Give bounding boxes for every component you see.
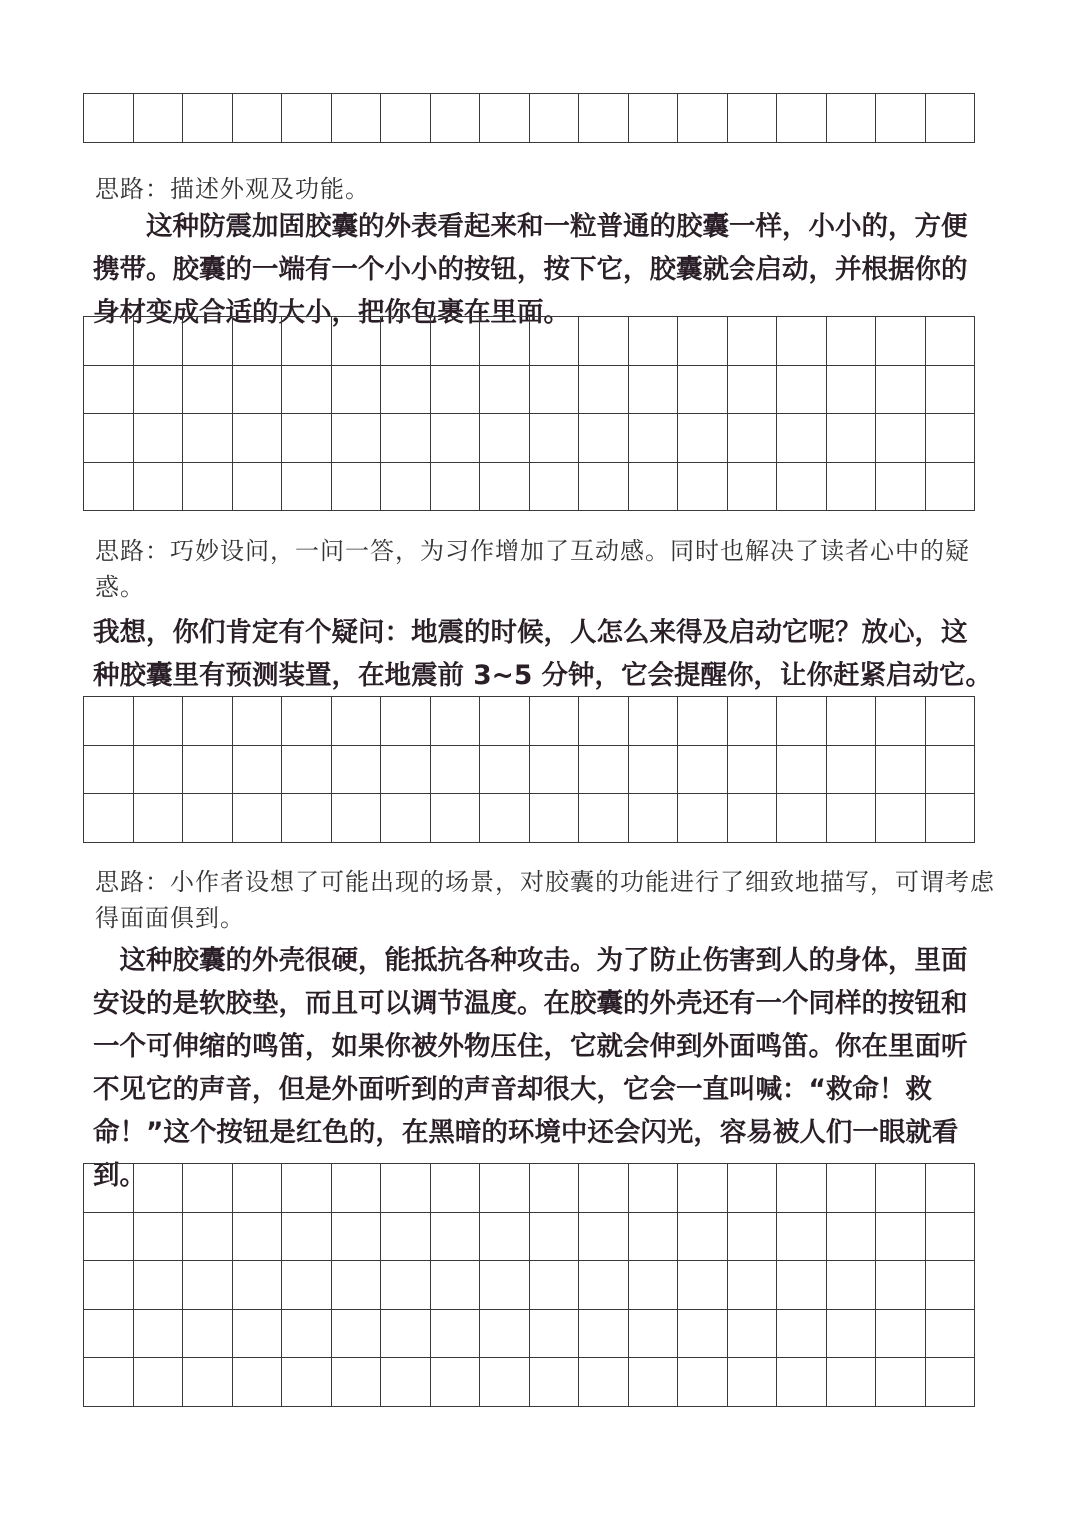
grid-cell: [282, 414, 332, 463]
grid-cell: [332, 1310, 382, 1359]
grid-cell: [332, 1261, 382, 1310]
grid-cell: [926, 94, 976, 143]
grid-cell: [183, 1213, 233, 1262]
grid-cell: [926, 1213, 976, 1262]
grid-cell: [84, 317, 134, 366]
grid-cell: [579, 1358, 629, 1407]
grid-cell: [431, 317, 481, 366]
grid-cell: [233, 317, 283, 366]
grid-cell: [134, 94, 184, 143]
grid-cell: [876, 317, 926, 366]
grid-cell: [84, 414, 134, 463]
grid-cell: [183, 366, 233, 415]
grid-cell: [629, 1261, 679, 1310]
grid-cell: [84, 1358, 134, 1407]
grid-cell: [134, 1164, 184, 1213]
grid-cell: [678, 1261, 728, 1310]
grid-cell: [827, 794, 877, 843]
grid-cell: [183, 746, 233, 795]
grid-cell: [777, 317, 827, 366]
grid-cell: [678, 697, 728, 746]
grid-cell: [728, 317, 778, 366]
grid-cell: [926, 1310, 976, 1359]
paragraph-2: 我想，你们肯定有个疑问：地震的时候，人怎么来得及启动它呢？放心，这种胶囊里有预测装置，在地震前 3~5 分钟，它会提醒你，让你赶紧启动它。: [93, 617, 993, 691]
grid-cell: [183, 414, 233, 463]
grid-cell: [579, 1261, 629, 1310]
grid-cell: [233, 1310, 283, 1359]
grid-cell: [530, 1358, 580, 1407]
grid-cell: [876, 1213, 926, 1262]
grid-cell: [332, 1213, 382, 1262]
grid-cell: [84, 94, 134, 143]
grid-cell: [431, 746, 481, 795]
hint-1: 思路：描述外观及功能。: [95, 175, 370, 203]
grid-cell: [777, 746, 827, 795]
grid-cell: [282, 697, 332, 746]
grid-cell: [233, 94, 283, 143]
grid-cell: [431, 366, 481, 415]
grid-cell: [629, 697, 679, 746]
grid-cell: [431, 697, 481, 746]
grid-cell: [579, 94, 629, 143]
grid-cell: [134, 1358, 184, 1407]
grid-cell: [777, 1164, 827, 1213]
grid-cell: [827, 414, 877, 463]
grid-cell: [431, 1310, 481, 1359]
grid-cell: [827, 697, 877, 746]
grid-cell: [926, 1358, 976, 1407]
grid-cell: [777, 1261, 827, 1310]
grid-cell: [381, 1310, 431, 1359]
grid-cell: [678, 1213, 728, 1262]
grid-cell: [629, 94, 679, 143]
grid-cell: [728, 414, 778, 463]
grid-cell: [233, 1213, 283, 1262]
grid-cell: [678, 414, 728, 463]
grid-cell: [84, 697, 134, 746]
grid-cell: [777, 366, 827, 415]
grid-cell: [233, 1358, 283, 1407]
grid-cell: [381, 746, 431, 795]
grid-cell: [480, 414, 530, 463]
grid-cell: [530, 697, 580, 746]
grid-cell: [579, 463, 629, 512]
grid-cell: [431, 463, 481, 512]
grid-cell: [332, 463, 382, 512]
grid-cell: [629, 463, 679, 512]
grid-cell: [381, 94, 431, 143]
grid-cell: [381, 1164, 431, 1213]
grid-cell: [530, 94, 580, 143]
grid-cell: [530, 1213, 580, 1262]
grid-cell: [282, 366, 332, 415]
grid-cell: [629, 1310, 679, 1359]
grid-cell: [876, 366, 926, 415]
grid-cell: [233, 794, 283, 843]
grid-cell: [84, 1310, 134, 1359]
grid-cell: [233, 1164, 283, 1213]
grid-cell: [777, 1358, 827, 1407]
grid-cell: [579, 317, 629, 366]
grid-cell: [728, 1261, 778, 1310]
grid-cell: [678, 463, 728, 512]
grid-cell: [728, 794, 778, 843]
grid-cell: [678, 1358, 728, 1407]
grid-cell: [183, 1164, 233, 1213]
grid-cell: [530, 794, 580, 843]
grid-cell: [134, 697, 184, 746]
grid-cell: [233, 366, 283, 415]
grid-cell: [728, 697, 778, 746]
grid-cell: [84, 746, 134, 795]
grid-cell: [678, 317, 728, 366]
grid-cell: [926, 414, 976, 463]
grid-cell: [827, 1213, 877, 1262]
grid-cell: [381, 794, 431, 843]
grid-cell: [579, 1213, 629, 1262]
grid-cell: [84, 794, 134, 843]
grid-cell: [431, 1358, 481, 1407]
grid-cell: [926, 746, 976, 795]
grid-cell: [183, 794, 233, 843]
grid-cell: [480, 1164, 530, 1213]
grid-cell: [728, 1358, 778, 1407]
grid-cell: [579, 366, 629, 415]
grid-cell: [530, 1164, 580, 1213]
grid-cell: [629, 1358, 679, 1407]
grid-cell: [876, 746, 926, 795]
grid-cell: [777, 697, 827, 746]
grid-cell: [827, 463, 877, 512]
grid-cell: [134, 1310, 184, 1359]
grid-cell: [183, 317, 233, 366]
grid-cell: [777, 1213, 827, 1262]
writing-grid-2: [83, 316, 975, 511]
grid-cell: [579, 1164, 629, 1213]
grid-cell: [678, 94, 728, 143]
grid-cell: [728, 463, 778, 512]
grid-cell: [84, 463, 134, 512]
grid-cell: [678, 794, 728, 843]
grid-cell: [579, 794, 629, 843]
grid-cell: [431, 414, 481, 463]
grid-cell: [530, 1261, 580, 1310]
grid-cell: [579, 414, 629, 463]
grid-cell: [629, 1213, 679, 1262]
grid-cell: [530, 414, 580, 463]
grid-cell: [876, 794, 926, 843]
grid-cell: [282, 1164, 332, 1213]
grid-cell: [926, 366, 976, 415]
grid-cell: [629, 794, 679, 843]
grid-cell: [134, 794, 184, 843]
grid-cell: [926, 697, 976, 746]
writing-grid-4: [83, 1163, 975, 1407]
grid-cell: [332, 366, 382, 415]
grid-cell: [876, 1164, 926, 1213]
grid-cell: [84, 1164, 134, 1213]
grid-cell: [876, 414, 926, 463]
grid-cell: [777, 414, 827, 463]
grid-cell: [876, 697, 926, 746]
grid-cell: [678, 366, 728, 415]
paragraph-1: 这种防震加固胶囊的外表看起来和一粒普通的胶囊一样，小小的，方便携带。胶囊的一端有一个小小的按钮，按下它，胶囊就会启动，并根据你的身材变成合适的大小，把你包裹在里面。: [93, 211, 968, 328]
grid-cell: [233, 1261, 283, 1310]
grid-cell: [827, 1261, 877, 1310]
grid-cell: [381, 463, 431, 512]
grid-cell: [678, 1164, 728, 1213]
grid-cell: [431, 794, 481, 843]
grid-cell: [728, 1213, 778, 1262]
grid-cell: [480, 1213, 530, 1262]
grid-cell: [876, 1261, 926, 1310]
grid-cell: [233, 463, 283, 512]
grid-cell: [629, 366, 679, 415]
grid-cell: [876, 463, 926, 512]
grid-cell: [926, 317, 976, 366]
grid-cell: [84, 1261, 134, 1310]
hint-2: 思路：巧妙设问，一问一答，为习作增加了互动感。同时也解决了读者心中的疑惑。: [95, 537, 970, 601]
grid-cell: [530, 463, 580, 512]
grid-cell: [183, 1310, 233, 1359]
grid-cell: [431, 1213, 481, 1262]
grid-cell: [134, 746, 184, 795]
paragraph-3: 这种胶囊的外壳很硬，能抵抗各种攻击。为了防止伤害到人的身体，里面安设的是软胶垫，而且可以调节温度。在胶囊的外壳还有一个同样的按钮和一个可伸缩的鸣笛，如果你被外物压住，它就会伸到外面鸣笛。你在里面听不见它的声音，但是外面听到的声音却很大，它会一直叫喊：“救命！救命！”这个按钮是红色的，在黑暗的环境中还会闪光，容易被人们一眼就看到。: [93, 945, 968, 1191]
grid-cell: [530, 1310, 580, 1359]
grid-cell: [678, 746, 728, 795]
grid-cell: [926, 1164, 976, 1213]
grid-cell: [282, 794, 332, 843]
grid-cell: [480, 794, 530, 843]
grid-cell: [84, 1213, 134, 1262]
grid-cell: [926, 794, 976, 843]
grid-cell: [332, 1164, 382, 1213]
grid-cell: [183, 94, 233, 143]
grid-cell: [480, 1310, 530, 1359]
grid-cell: [530, 746, 580, 795]
grid-cell: [431, 94, 481, 143]
grid-cell: [629, 414, 679, 463]
grid-cell: [827, 1164, 877, 1213]
hint-3: 思路：小作者设想了可能出现的场景，对胶囊的功能进行了细致地描写，可谓考虑得面面俱到。: [95, 868, 995, 932]
grid-cell: [381, 697, 431, 746]
grid-cell: [134, 1261, 184, 1310]
grid-cell: [728, 1310, 778, 1359]
grid-cell: [134, 317, 184, 366]
writing-grid-1: [83, 93, 975, 143]
grid-cell: [183, 1358, 233, 1407]
grid-cell: [678, 1310, 728, 1359]
grid-cell: [381, 366, 431, 415]
grid-cell: [233, 746, 283, 795]
grid-cell: [84, 366, 134, 415]
grid-cell: [579, 697, 629, 746]
grid-cell: [827, 1310, 877, 1359]
grid-cell: [480, 317, 530, 366]
grid-cell: [332, 697, 382, 746]
grid-cell: [282, 1261, 332, 1310]
grid-cell: [827, 94, 877, 143]
grid-cell: [480, 366, 530, 415]
grid-cell: [183, 1261, 233, 1310]
grid-cell: [332, 794, 382, 843]
writing-grid-3: [83, 696, 975, 843]
grid-cell: [480, 746, 530, 795]
grid-cell: [876, 94, 926, 143]
grid-cell: [134, 414, 184, 463]
grid-cell: [282, 94, 332, 143]
grid-cell: [282, 1310, 332, 1359]
grid-cell: [777, 1310, 827, 1359]
grid-cell: [480, 94, 530, 143]
grid-cell: [728, 1164, 778, 1213]
grid-cell: [480, 463, 530, 512]
grid-cell: [381, 1358, 431, 1407]
grid-cell: [381, 317, 431, 366]
grid-cell: [282, 746, 332, 795]
grid-cell: [431, 1261, 481, 1310]
grid-cell: [777, 94, 827, 143]
grid-cell: [282, 463, 332, 512]
grid-cell: [777, 794, 827, 843]
grid-cell: [827, 317, 877, 366]
grid-cell: [282, 1358, 332, 1407]
grid-cell: [233, 697, 283, 746]
grid-cell: [431, 1164, 481, 1213]
grid-cell: [381, 1213, 431, 1262]
grid-cell: [777, 463, 827, 512]
grid-cell: [579, 746, 629, 795]
grid-cell: [530, 366, 580, 415]
grid-cell: [926, 1261, 976, 1310]
grid-cell: [480, 1261, 530, 1310]
grid-cell: [332, 1358, 382, 1407]
grid-cell: [332, 414, 382, 463]
grid-cell: [629, 317, 679, 366]
grid-cell: [183, 463, 233, 512]
grid-cell: [233, 414, 283, 463]
grid-cell: [876, 1310, 926, 1359]
grid-cell: [381, 1261, 431, 1310]
grid-cell: [480, 1358, 530, 1407]
grid-cell: [827, 1358, 877, 1407]
grid-cell: [629, 746, 679, 795]
grid-cell: [827, 366, 877, 415]
grid-cell: [134, 1213, 184, 1262]
grid-cell: [134, 463, 184, 512]
grid-cell: [728, 746, 778, 795]
grid-cell: [332, 317, 382, 366]
grid-cell: [381, 414, 431, 463]
grid-cell: [827, 746, 877, 795]
grid-cell: [183, 697, 233, 746]
grid-cell: [629, 1164, 679, 1213]
grid-cell: [134, 366, 184, 415]
grid-cell: [728, 94, 778, 143]
grid-cell: [282, 1213, 332, 1262]
grid-cell: [728, 366, 778, 415]
grid-cell: [876, 1358, 926, 1407]
grid-cell: [332, 746, 382, 795]
grid-cell: [579, 1310, 629, 1359]
grid-cell: [530, 317, 580, 366]
grid-cell: [926, 463, 976, 512]
grid-cell: [332, 94, 382, 143]
grid-cell: [480, 697, 530, 746]
grid-cell: [282, 317, 332, 366]
